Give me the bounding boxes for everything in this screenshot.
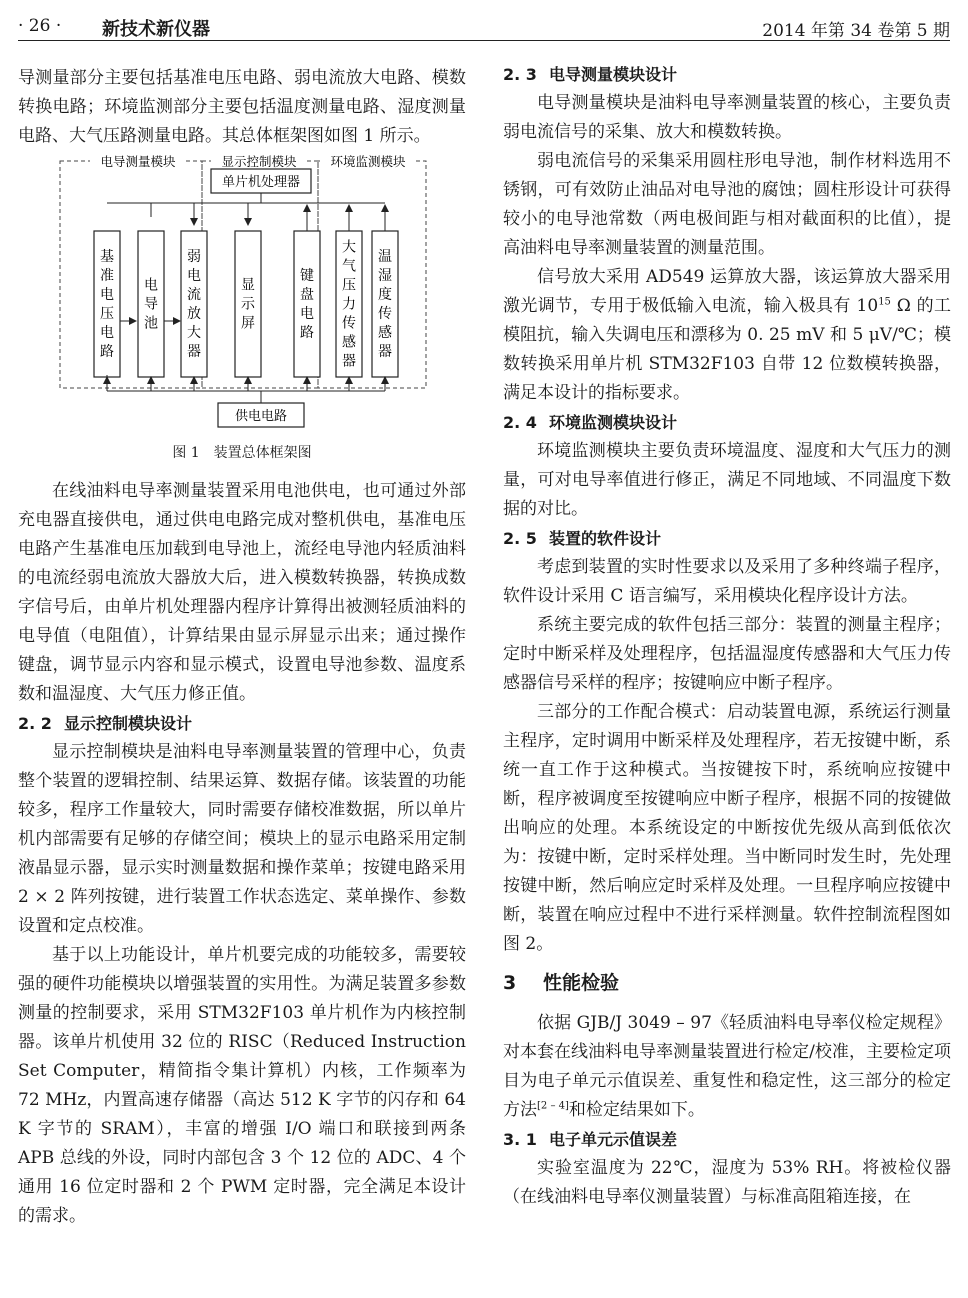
- journal-title: 新技术新仪器: [102, 19, 210, 40]
- paragraph: 在线油料电导率测量装置采用电池供电，也可通过外部充电器直接供电，通过供电电路完成对整机供电，基准电压电路产生基准电压加载到电导池上，流经电导池内轻质油料的电流经弱电流放大器放大后，进入模数转换器，转换成数字信号后，由单片机处理器内程序计算得出被测轻质油料的电导值（电阻值），计算结果由显示屏显示出来；通过操作键盘，调节显示内容和显示模式，设置电导池参数、温度系数和温湿度、大气压力修正值。: [18, 481, 466, 704]
- page-header: [18, 14, 950, 41]
- section-number: 2. 4: [503, 413, 537, 432]
- block-conductance-cell-char: 导: [144, 296, 158, 313]
- right-column: [503, 64, 951, 1212]
- block-temp-humidity-sensor-char: 传: [378, 306, 392, 322]
- text-run: Ω 的工模阻抗，输入失调电压和漂移为 0. 25 mV 和 5 μV/℃；模数转换采用单片机 STM32F103 自带 12 位数模转换器，满足本设计的指标要求。: [503, 296, 951, 403]
- block-current-amplifier-char: 电: [187, 268, 201, 284]
- section-title: 环境监测模块设计: [549, 413, 678, 432]
- text-run: 依据 GJB/J 3049 – 97《轻质油料电导率仪检定规程》对本套在线油料电导率测量装置进行检定/校准，主要检定项目为电子单元示值误差、重复性和稳定性，这三部分的检定方法: [503, 1013, 951, 1120]
- block-current-amplifier-char: 放: [187, 306, 201, 322]
- block-reference-voltage-char: 准: [100, 268, 114, 284]
- block-pressure-sensor-char: 传: [342, 315, 356, 332]
- section-heading: [18, 709, 466, 738]
- paragraph: [503, 263, 951, 408]
- section-title: 显示控制模块设计: [64, 714, 193, 733]
- section-heading: [503, 60, 951, 89]
- section-number: 3: [503, 972, 517, 994]
- intro-paragraph: 导测量部分主要包括基准电压电路、弱电流放大电路、模数转换电路；环境监测部分主要包括温度测量电路、湿度测量电路、大气压路测量电路。其总体框架图如图 1 所示。: [18, 68, 466, 146]
- block-pressure-sensor-char: 气: [342, 258, 356, 275]
- block-temp-humidity-sensor-char: 温: [378, 249, 392, 265]
- paragraph: 三部分的工作配合模式：启动装置电源，系统运行测量主程序，定时调用中断采样及处理程序，若无按键中断，系统一直工作于这种模式。当按键按下时，系统响应按键中断，程序被调度至按键响应中断子程序，根据不同的按键做出响应的处理。本系统设定的中断按优先级从高到低依次为：按键中断，定时采样处理。当中断同时发生时，先处理按键中断，然后响应定时采样及处理。一旦程序响应按键中断，装置在响应过程中不进行采样测量。软件控制流程图如图 2。: [503, 702, 951, 954]
- paragraph: 电导测量模块是油料电导率测量装置的核心，主要负责弱电流信号的采集、放大和模数转换。: [503, 93, 951, 142]
- mcu-label: 单片机处理器: [221, 175, 301, 190]
- block-display-char: 示: [241, 296, 255, 313]
- block-keyboard-char: 路: [300, 325, 314, 341]
- power-label: 供电电路: [234, 409, 288, 424]
- block-keyboard-char: 盘: [300, 287, 314, 303]
- block-reference-voltage-char: 路: [100, 344, 114, 360]
- block-temp-humidity-sensor-char: 湿: [378, 268, 392, 284]
- block-conductance-cell-char: 池: [144, 315, 158, 332]
- block-temp-humidity-sensor-char: 度: [378, 287, 392, 303]
- block-diagram: [18, 151, 466, 461]
- paragraph: 考虑到装置的实时性要求以及采用了多种终端子程序，软件设计采用 C 语言编写，采用模块化程序设计方法。: [503, 557, 951, 606]
- group-label-conductance: 电导测量模块: [100, 154, 176, 169]
- paragraph: 弱电流信号的采集采用圆柱形电导池，制作材料选用不锈钢，可有效防止油品对电导池的腐蚀；圆柱形设计可获得较小的电导池常数（两电极间距与相对截面积的比值），提高油料电导率测量装置的测量范围。: [503, 151, 951, 258]
- superscript: 15: [878, 296, 891, 308]
- block-temp-humidity-sensor-char: 器: [378, 344, 392, 360]
- block-pressure-sensor-char: 力: [342, 296, 356, 313]
- block-current-amplifier-char: 弱: [187, 249, 201, 265]
- section-title: 性能检验: [543, 972, 620, 994]
- section-heading: [503, 967, 951, 999]
- block-current-amplifier-char: 流: [187, 287, 201, 303]
- block-reference-voltage-char: 电: [100, 325, 114, 341]
- citation: [2 – 4]: [537, 1100, 569, 1112]
- block-conductance-cell-char: 电: [144, 277, 158, 294]
- paragraph: [503, 1009, 951, 1125]
- block-temp-humidity-sensor-char: 感: [378, 325, 392, 341]
- paragraph: 基于以上功能设计，单片机要完成的功能较多，需要较强的硬件功能模块以增强装置的实用性。为满足装置多参数测量的控制要求，采用 STM32F103 单片机作为内核控制器。该单片机使用 32 位的 RISC（Reduced Instruction Set Computer，精简指令集计算机）内核，工作频率为 72 MHz，内置高速存储器（高达 512 K 字节的闪存和 64 K 字节的 SRAM），丰富的增强 I/O 端口和联接到两条 APB 总线的外设，同时内部包含 3 个 12 位的 ADC、4 个通用 16 位定时器和 2 个 PWM 定时器，完全满足本设计的需求。: [18, 945, 466, 1226]
- text-run: 信号放大采用 AD549 运算放大器，该运算放大器采用激光调节，专用于极低输入电流，输入极具有 10: [503, 267, 951, 316]
- page-number: · 26 ·: [18, 16, 62, 36]
- block-display-char: 显: [241, 277, 255, 294]
- paragraph: 显示控制模块是油料电导率测量装置的管理中心，负责整个装置的逻辑控制、结果运算、数据存储。该装置的功能较多，程序工作量较大，同时需要存储校准数据，所以单片机内部需要有足够的存储空间；模块上的显示电路采用定制液晶显示器，显示实时测量数据和操作菜单；按键电路采用 2 × 2 阵列按键，进行装置工作状态选定、菜单操作、参数设置和定点校准。: [18, 742, 466, 936]
- group-label-display: 显示控制模块: [221, 154, 297, 169]
- paragraph: 系统主要完成的软件包括三部分：装置的测量主程序；定时中断采样及处理程序，包括温湿度传感器和大气压力传感器信号采样的程序；按键响应中断子程序。: [503, 615, 951, 693]
- section-number: 3. 1: [503, 1130, 537, 1149]
- block-pressure-sensor-char: 压: [342, 277, 356, 294]
- section-heading: [503, 1125, 951, 1154]
- section-title: 电子单元示值误差: [549, 1130, 678, 1149]
- section-number: 2. 3: [503, 65, 537, 84]
- issue-info: 2014 年第 34 卷第 5 期: [762, 21, 950, 41]
- section-title: 电导测量模块设计: [549, 65, 678, 84]
- paragraph: 环境监测模块主要负责环境温度、湿度和大气压力的测量，可对电导率值进行修正，满足不同地域、不同温度下数据的对比。: [503, 441, 951, 519]
- block-pressure-sensor-char: 大: [342, 239, 356, 256]
- block-current-amplifier-char: 大: [187, 325, 201, 341]
- group-label-environment: 环境监测模块: [330, 154, 406, 169]
- block-reference-voltage-char: 基: [100, 249, 114, 265]
- block-current-amplifier-char: 器: [187, 344, 201, 360]
- block-reference-voltage-char: 电: [100, 287, 114, 303]
- block-reference-voltage-char: 压: [100, 306, 114, 322]
- left-column: [18, 64, 466, 1231]
- text-run: 和检定结果如下。: [568, 1100, 705, 1120]
- block-pressure-sensor-char: 器: [342, 353, 356, 370]
- section-number: 2. 5: [503, 529, 537, 548]
- section-heading: [503, 408, 951, 437]
- section-number: 2. 2: [18, 714, 52, 733]
- figure-1: [18, 151, 466, 501]
- block-keyboard-char: 电: [300, 306, 314, 322]
- block-display-char: 屏: [241, 315, 255, 332]
- section-heading: [503, 524, 951, 553]
- figure-caption: 图 1 装置总体框架图: [172, 445, 312, 461]
- section-title: 装置的软件设计: [549, 529, 662, 548]
- paragraph: 实验室温度为 22℃，湿度为 53% RH。将被检仪器（在线油料电导率仪测量装置）与标准高阻箱连接，在: [503, 1158, 951, 1207]
- block-keyboard-char: 键: [300, 268, 314, 284]
- block-keyboard: [294, 231, 320, 377]
- block-pressure-sensor-char: 感: [342, 334, 356, 351]
